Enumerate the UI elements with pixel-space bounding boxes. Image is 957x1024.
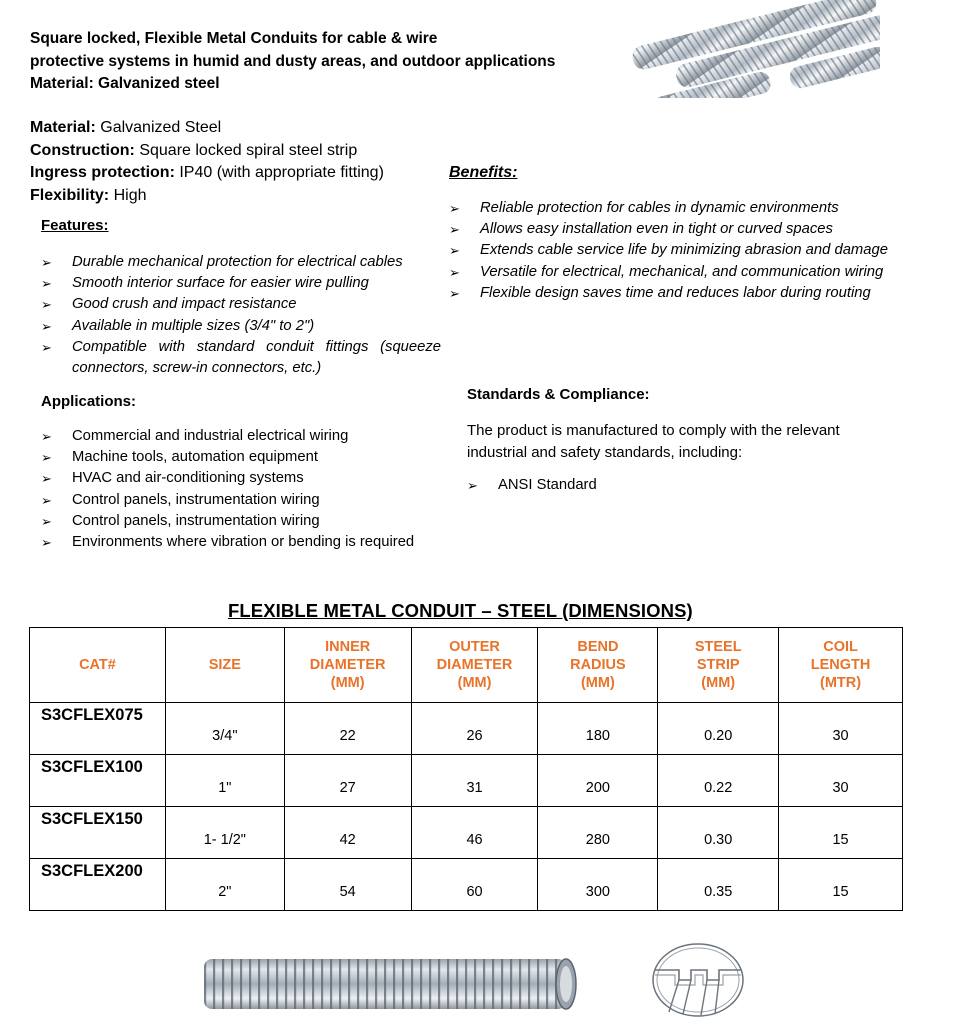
conduit-profile-drawing bbox=[649, 940, 747, 1020]
table-header-row bbox=[30, 628, 903, 703]
table-cell: 42 bbox=[284, 807, 411, 859]
list-item: ➢ Control panels, instrumentation wiring bbox=[41, 490, 461, 511]
list-item: ➢ ANSI Standard bbox=[467, 475, 767, 496]
table-cell: S3CFLEX100 bbox=[30, 755, 166, 807]
col-header-cat: CAT# bbox=[30, 628, 166, 703]
table-cell: S3CFLEX200 bbox=[30, 859, 166, 911]
table-row bbox=[30, 755, 903, 807]
col-header-inner-diameter: INNER DIAMETER (MM) bbox=[284, 628, 411, 703]
list-item: ➢ Commercial and industrial electrical wiring bbox=[41, 426, 461, 447]
table-cell: 300 bbox=[538, 859, 658, 911]
property-material: Material: Galvanized Steel bbox=[30, 119, 222, 136]
table-cell: 0.22 bbox=[658, 755, 779, 807]
list-item: ➢ Extends cable service life by minimizing abrasion and damage bbox=[449, 240, 889, 261]
bullet-arrow-icon: ➢ bbox=[41, 339, 52, 355]
list-item: ➢ Reliable protection for cables in dynamic environments bbox=[449, 198, 889, 219]
table-cell: S3CFLEX075 bbox=[30, 703, 166, 755]
bullet-arrow-icon: ➢ bbox=[41, 276, 52, 292]
table-cell: 15 bbox=[779, 807, 903, 859]
intro-block bbox=[30, 28, 575, 96]
bullet-arrow-icon: ➢ bbox=[41, 471, 52, 487]
bullet-arrow-icon: ➢ bbox=[41, 255, 52, 270]
table-cell: 0.20 bbox=[658, 703, 779, 755]
bullet-arrow-icon: ➢ bbox=[41, 535, 52, 551]
table-cell: 1- 1/2" bbox=[165, 807, 284, 859]
list-item: ➢ Control panels, instrumentation wiring bbox=[41, 511, 461, 532]
bullet-arrow-icon: ➢ bbox=[41, 297, 52, 313]
list-item: ➢ Allows easy installation even in tight or curved spaces bbox=[449, 219, 889, 240]
bullet-arrow-icon: ➢ bbox=[449, 222, 460, 238]
features-list bbox=[41, 252, 441, 379]
standards-list bbox=[467, 475, 767, 496]
list-item: ➢ Flexible design saves time and reduces labor during routing bbox=[449, 283, 889, 304]
table-cell: S3CFLEX150 bbox=[30, 807, 166, 859]
table-cell: 30 bbox=[779, 703, 903, 755]
list-item: ➢ HVAC and air-conditioning systems bbox=[41, 468, 461, 489]
bullet-arrow-icon: ➢ bbox=[41, 450, 52, 466]
intro-line-2: protective systems in humid and dusty areas, and outdoor applications bbox=[30, 52, 556, 70]
applications-list bbox=[41, 426, 461, 553]
list-item: ➢ Durable mechanical protection for electrical cables bbox=[41, 252, 441, 273]
benefits-title: Benefits: bbox=[449, 164, 518, 181]
bullet-arrow-icon: ➢ bbox=[449, 264, 460, 280]
list-item: ➢ Good crush and impact resistance bbox=[41, 294, 441, 315]
list-item: ➢ Environments where vibration or bending is required bbox=[41, 532, 461, 553]
properties-list bbox=[30, 117, 384, 207]
list-item: ➢ Machine tools, automation equipment bbox=[41, 447, 461, 468]
list-item: ➢ Versatile for electrical, mechanical, and communication wiring bbox=[449, 262, 889, 283]
list-item: ➢ Available in multiple sizes (3/4" to 2") bbox=[41, 316, 441, 337]
table-cell: 31 bbox=[411, 755, 538, 807]
standards-title: Standards & Compliance: bbox=[467, 386, 650, 403]
bullet-arrow-icon: ➢ bbox=[41, 318, 52, 334]
col-header-steel-strip: STEEL STRIP (MM) bbox=[658, 628, 779, 703]
table-cell: 15 bbox=[779, 859, 903, 911]
col-header-outer-diameter: OUTER DIAMETER (MM) bbox=[411, 628, 538, 703]
bullet-arrow-icon: ➢ bbox=[449, 201, 460, 216]
benefits-list bbox=[449, 198, 889, 304]
bullet-arrow-icon: ➢ bbox=[41, 513, 52, 529]
list-item: ➢ Compatible with standard conduit fittings (squeeze connectors, screw-in connectors, etc.) bbox=[41, 338, 441, 377]
table-cell: 0.35 bbox=[658, 859, 779, 911]
table-cell: 60 bbox=[411, 859, 538, 911]
table-cell: 280 bbox=[538, 807, 658, 859]
table-row bbox=[30, 703, 903, 755]
col-header-bend-radius: BEND RADIUS (MM) bbox=[538, 628, 658, 703]
intro-line-3: Material: Galvanized steel bbox=[30, 75, 220, 92]
conduit-photo bbox=[204, 955, 580, 1013]
table-cell: 46 bbox=[411, 807, 538, 859]
table-cell: 3/4" bbox=[165, 703, 284, 755]
standards-text: The product is manufactured to comply with the relevant industrial and safety standards, including: bbox=[467, 422, 840, 461]
bullet-arrow-icon: ➢ bbox=[467, 478, 478, 493]
table-cell: 26 bbox=[411, 703, 538, 755]
table-cell: 200 bbox=[538, 755, 658, 807]
property-flexibility: Flexibility: High bbox=[30, 186, 147, 204]
applications-title: Applications: bbox=[41, 393, 137, 410]
list-item: ➢ Smooth interior surface for easier wire pulling bbox=[41, 273, 441, 294]
property-construction: Construction: Square locked spiral steel strip bbox=[30, 141, 358, 159]
col-header-coil-length: COIL LENGTH (MTR) bbox=[779, 628, 903, 703]
property-ingress: Ingress protection: IP40 (with appropriate fitting) bbox=[30, 164, 384, 181]
table-row bbox=[30, 859, 903, 911]
dimensions-table bbox=[29, 627, 903, 911]
table-cell: 22 bbox=[284, 703, 411, 755]
table-cell: 2" bbox=[165, 859, 284, 911]
conduit-coils-photo bbox=[632, 0, 880, 98]
bullet-arrow-icon: ➢ bbox=[41, 492, 52, 508]
bullet-arrow-icon: ➢ bbox=[449, 285, 460, 301]
table-cell: 1" bbox=[165, 755, 284, 807]
table-cell: 0.30 bbox=[658, 807, 779, 859]
table-title: FLEXIBLE METAL CONDUIT – STEEL (DIMENSIONS) bbox=[228, 600, 693, 621]
table-cell: 54 bbox=[284, 859, 411, 911]
table-cell: 30 bbox=[779, 755, 903, 807]
table-row bbox=[30, 807, 903, 859]
intro-line-1: Square locked, Flexible Metal Conduits for cable & wire bbox=[30, 30, 438, 47]
col-header-size: SIZE bbox=[165, 628, 284, 703]
table-cell: 180 bbox=[538, 703, 658, 755]
bullet-arrow-icon: ➢ bbox=[41, 429, 52, 444]
bullet-arrow-icon: ➢ bbox=[449, 243, 460, 259]
features-title: Features: bbox=[41, 217, 109, 234]
table-cell: 27 bbox=[284, 755, 411, 807]
